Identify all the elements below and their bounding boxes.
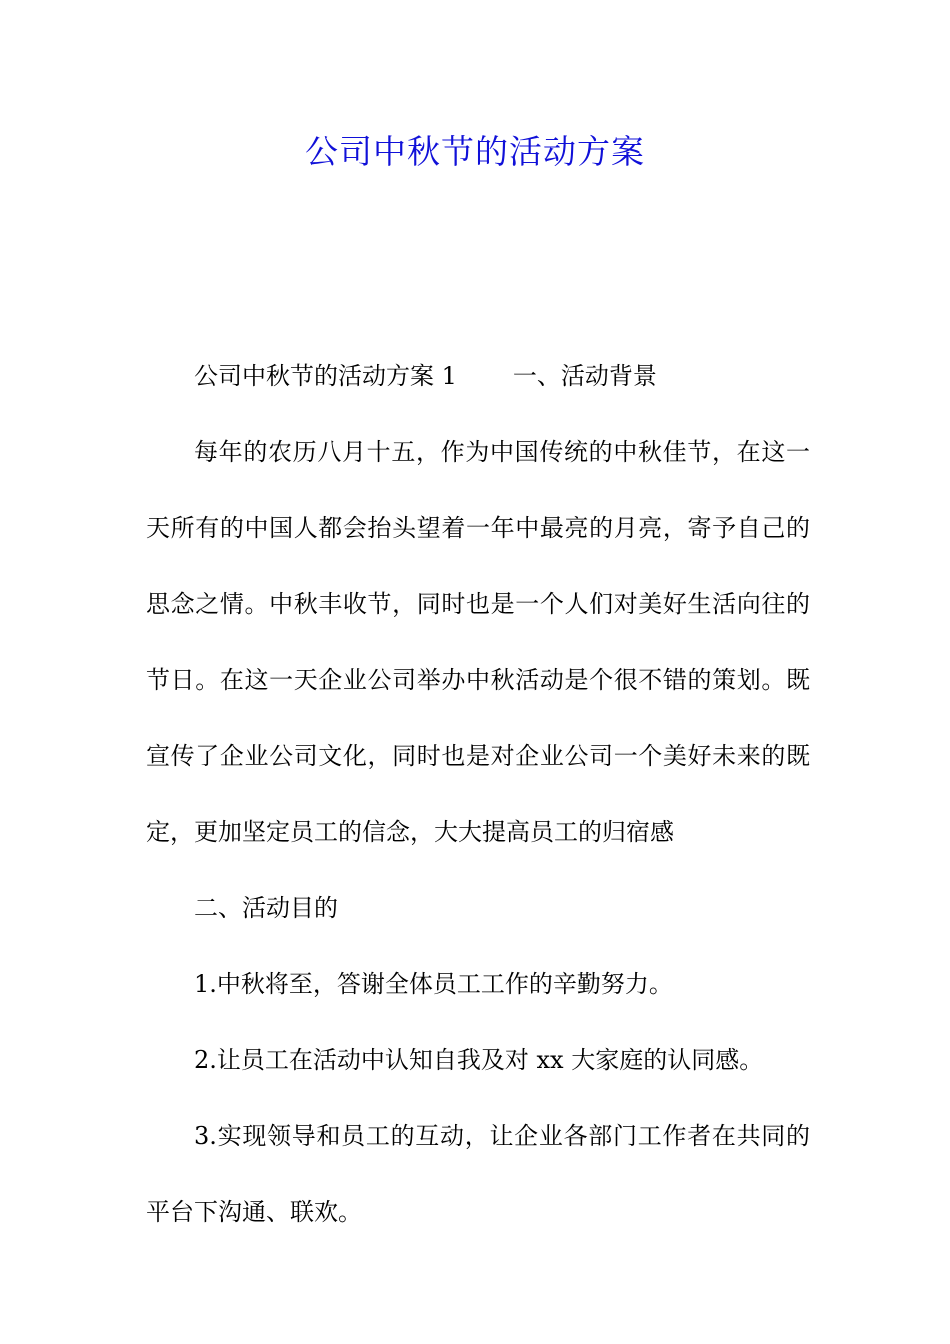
background-paragraph: 每年的农历八月十五，作为中国传统的中秋佳节，在这一天所有的中国人都会抬头望着一年中最亮的月亮，寄予自己的思念之情。中秋丰收节，同时也是一个人们对美好生活向往的节日。在这一天企业公司举办中秋活动是个很不错的策划。既宣传了企业公司文化，同时也是对企业公司一个美好未来的既定，更加坚定员工的信念，大大提高员工的归宿感 — [146, 438, 810, 846]
section2-heading: 二、活动目的 — [194, 894, 338, 922]
document-body — [146, 338, 810, 1250]
goal-item-1: 1.中秋将至，答谢全体员工工作的辛勤努力。 — [194, 970, 673, 998]
goal-item-2: 2.让员工在活动中认知自我及对 xx 大家庭的认同感。 — [194, 1046, 764, 1074]
intro-line — [146, 338, 810, 414]
section1-heading: 一、活动背景 — [512, 362, 657, 390]
plan-label: 公司中秋节的活动方案 1 — [194, 362, 457, 390]
goal-item-3: 3.实现领导和员工的互动，让企业各部门工作者在共同的平台下沟通、联欢。 — [146, 1122, 810, 1226]
document-title: 公司中秋节的活动方案 — [305, 132, 645, 171]
